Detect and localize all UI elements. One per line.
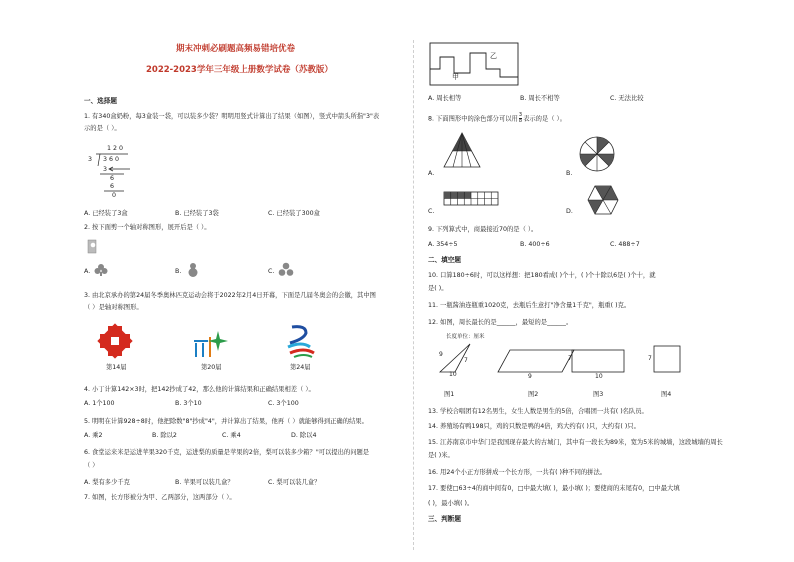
q10-text-cont: 是( )。	[428, 285, 448, 292]
q12-num-2: 7	[464, 357, 468, 364]
fig-label-yi: 乙	[490, 52, 497, 60]
q6-option-c[interactable]: C. 梨可以装几盒？	[268, 479, 321, 486]
q1-option-b[interactable]: B. 已经装了3袋	[175, 210, 219, 217]
q10-text: 10. 口算180÷6时，可以这样想：把180看成( )个十，( )个十除以6是( )个十，就	[428, 272, 656, 279]
q7-option-a[interactable]: A. 周长相等	[428, 95, 462, 102]
q3-text: 3. 由北京承办的第24届冬季奥林匹克运动会将于2022年2月4日开幕，下面是几届冬奥会的会徽，其中图	[84, 292, 376, 299]
q5-option-a[interactable]: A. 乘2	[84, 432, 103, 439]
q3-text-cont: （ ）是轴对称图形。	[84, 304, 143, 311]
q2-option-c[interactable]: C.	[268, 268, 275, 275]
q12-caption-4: 图4	[661, 391, 672, 398]
section-fill: 二、填空题	[428, 256, 461, 264]
div-dividend: 3 6 0	[103, 156, 120, 163]
q4-option-a[interactable]: A. 1个100	[84, 400, 115, 407]
q12-num-1: 9	[439, 351, 443, 358]
q17-text: 17. 要使□63÷4的商中间有0，□中最大填( )，最小填( )；要使商的末尾有0，□中最大填	[428, 485, 680, 492]
fig-label-jia: 甲	[452, 73, 459, 81]
q8-option-a[interactable]: A.	[428, 170, 435, 177]
q6-text-cont: （ ）	[84, 462, 99, 469]
q12-num-5: 7	[568, 355, 572, 362]
q8-option-b[interactable]: B.	[566, 170, 573, 177]
q12-num-7: 7	[648, 355, 652, 362]
q13-text: 13. 学校合唱团有12名男生，女生人数是男生的5倍，合唱团一共有( )名队员。	[428, 408, 648, 415]
q4-option-b[interactable]: B. 3个10	[175, 400, 202, 407]
div-row4: 0	[112, 192, 117, 199]
q7-option-b[interactable]: B. 周长不相等	[520, 95, 560, 102]
q6-text: 6. 食堂运来米是运进苹果320千克，运进梨的质量是苹果的2倍，梨可以装多少箱？"可以提出的问题是	[84, 449, 370, 456]
q5-option-c[interactable]: C. 乘4	[222, 432, 241, 439]
paper-title-2: 2022-2023学年三年级上册数学试卷（苏教版）	[146, 65, 333, 75]
q8-option-c[interactable]: C.	[428, 208, 435, 215]
q6-option-a[interactable]: A. 梨有多少千克	[84, 479, 130, 486]
q1-text: 1. 有340盒奶粉，每3盒装一袋，可以装多少袋？明明用竖式计算出了结果（如图），竖式中箭头所指"3"表	[84, 113, 380, 120]
q12-text: 12. 如图，周长最长的是______，最短的是______。	[428, 319, 573, 326]
q4-text: 4. 小丁计算142×3时，把142抄成了42，那么他的计算结果和正确结果相差（ ）。	[84, 386, 315, 393]
section-judge: 三、判断题	[428, 515, 461, 523]
q17-text-cont: ( )，最小填( )。	[428, 500, 474, 507]
q5-option-b[interactable]: B. 除以2	[152, 432, 177, 439]
q1-option-c[interactable]: C. 已经装了300盒	[268, 210, 320, 217]
q8-frac-den: 8	[518, 118, 523, 124]
q15-text-cont: 是( )米。	[428, 452, 454, 459]
q2-option-b[interactable]: B.	[175, 268, 182, 275]
q2-option-a[interactable]: A.	[84, 268, 91, 275]
q12-num-3: 10	[449, 371, 457, 378]
q1-text-cont: 示的是（ ）。	[84, 125, 121, 132]
q8-text-pre: 8. 下面图形中的涂色部分可以用	[428, 115, 518, 123]
q9-option-a[interactable]: A. 354÷5	[428, 241, 458, 248]
q1-option-a[interactable]: A. 已经装了3盒	[84, 210, 128, 217]
q12-unit: 长度单位：厘米	[446, 334, 485, 340]
q7-text: 7. 如图，长方形被分为甲、乙两部分，这两部分（ ）。	[84, 494, 236, 501]
q8-option-d[interactable]: D.	[566, 208, 573, 215]
q12-caption-3: 图3	[593, 391, 604, 398]
q16-text: 16. 用24个小正方形拼成一个长方形，一共有( )种不同的拼法。	[428, 469, 607, 476]
q11-text: 11. 一瓶酱油连瓶重1020克，去瓶后生意打"净含量1千克"，瓶重( )克。	[428, 302, 631, 309]
q12-caption-1: 图1	[444, 391, 455, 398]
logo-caption-20: 第20届	[201, 364, 222, 371]
q12-num-6: 10	[595, 373, 603, 380]
div-divisor: 3	[88, 156, 93, 163]
q5-option-d[interactable]: D. 除以4	[291, 432, 317, 439]
logo-caption-14: 第14届	[106, 364, 127, 371]
q9-option-b[interactable]: B. 400÷6	[520, 241, 550, 248]
section-choice: 一、选择题	[84, 97, 117, 105]
q8-text-post: 表示的是（ ）。	[523, 115, 566, 123]
q15-text: 15. 江苏南京市中华门是我国现存最大的古城门，其中有一段长为89米，宽为5米的城墙，这段城墙的周长	[428, 439, 723, 446]
q9-text: 9. 下列算式中，商最接近70的是（ ）。	[428, 226, 538, 233]
q8-frac-num: 3	[518, 112, 523, 118]
q9-option-c[interactable]: C. 488÷7	[610, 241, 640, 248]
div-quotient: 1 2 0	[107, 145, 124, 152]
div-row3: 6	[110, 183, 115, 190]
div-row1: 3	[103, 166, 108, 173]
q5-text: 5. 明明在计算928÷8时，他把除数"8"抄成"4"，并计算出了结果，他再（ ）就能够得到正确的结果。	[84, 418, 368, 425]
div-row2: 6	[110, 175, 115, 182]
q4-option-c[interactable]: C. 3个100	[268, 400, 299, 407]
q14-text: 14. 养殖场有鸭198只，鸡的只数是鸭的4倍，鸡大约有( )只，大约有( )只。	[428, 423, 640, 430]
q6-option-b[interactable]: B. 苹果可以装几盒？	[175, 479, 234, 486]
q12-caption-2: 图2	[528, 391, 539, 398]
q2-text: 2. 按下面剪一个轴对称图形，展开后是（ ）。	[84, 224, 211, 231]
paper-title-1: 期末冲刺必刷题高频易错培优卷	[176, 44, 296, 54]
q12-num-4: 9	[528, 373, 532, 380]
logo-caption-24: 第24届	[290, 364, 311, 371]
q7-option-c[interactable]: C. 无法比较	[610, 95, 644, 102]
